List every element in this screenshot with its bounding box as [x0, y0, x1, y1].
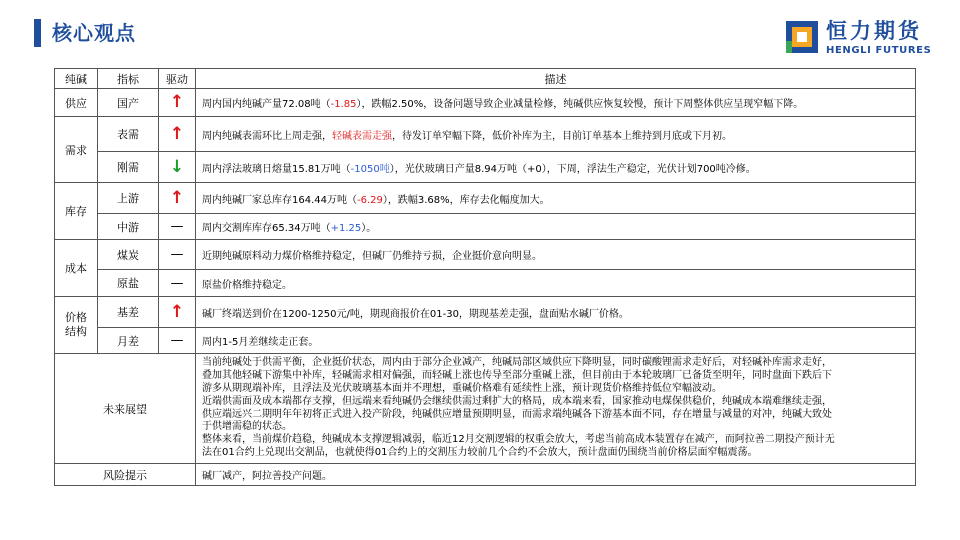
indicator-domestic: 国产	[98, 89, 159, 117]
arrow-down-icon: ↓	[169, 156, 185, 177]
indicator-coal: 煤炭	[98, 240, 159, 270]
description-cell: 周内国内纯碱产量72.08吨（-1.85），跌幅2.50%，设备问题导致企业减量检修，纯碱供应恢复较慢，预计下周整体供应呈现窄幅下降。	[196, 89, 916, 117]
indicator-basis: 基差	[98, 297, 159, 328]
logo-mark-icon	[786, 21, 818, 53]
table-row	[55, 240, 916, 270]
table-row	[55, 354, 916, 464]
outlook-text: 当前纯碱处于供需平衡，企业挺价状态，周内由于部分企业减产，纯碱局部区域供应下降明显，同时碳酸锂需求走好后，对轻碱补库需求走好， 叠加其他轻碱下游集中补库，轻碱需求相对偏强，而轻碱上涨也传导至部分重碱上涨，但目前由于本轮玻璃厂已备货至明年，同时盘面下跌后下 游多从期现端补库，且浮法及光伏玻璃基本面并不理想，重碱价格难有延续性上涨，预计现货价格维持低位窄幅波动。 近端供需面及成本端都存支撑，但远端来看纯碱仍会继续供需过剩扩大的格局，成本端来看，国家推动电煤保供稳价，纯碱成本端难继续走强， 供应端远兴二期明年年初将正式进入投产阶段，纯碱供应增量预期明显，而需求端纯碱各下游基本面不同，存在增量与减量的对冲，纯碱大致处 于供增需稳的状态。 整体来看，当前煤价趋稳，纯碱成本支撑逻辑减弱，临近12月交割逻辑的权重会放大，考虑当前高成本装置存在减产，而阿拉善二期投产预计无 法在01合约上兑现出交割品，也就使得01合约上的交割压力较前几个合约不会放大，预计盘面仍围绕当前价格层面窄幅震荡。	[196, 354, 916, 464]
change-value: -1050吨	[350, 163, 390, 175]
description-cell: 周内浮法玻璃日熔量15.81万吨（-1050吨），光伏玻璃日产量8.94万吨（+0），下周，浮法生产稳定，光伏计划700吨冷修。	[196, 152, 916, 183]
table-row	[55, 328, 916, 354]
title-accent-bar	[34, 19, 41, 47]
header-indicator: 指标	[98, 69, 159, 89]
dash-icon: —	[170, 275, 184, 291]
indicator-midstream: 中游	[98, 214, 159, 240]
header-description: 描述	[196, 69, 916, 89]
table-header-row	[55, 69, 916, 89]
arrow-up-icon: ↑	[169, 92, 185, 112]
header-driver: 驱动	[159, 69, 196, 89]
arrow-up-icon: ↑	[169, 301, 185, 322]
risk-description: 碱厂减产，阿拉善投产问题。	[196, 464, 916, 486]
logo-text-cn: 恒力期货	[826, 19, 922, 43]
category-price-structure: 价格结构	[55, 297, 98, 354]
driver-cell	[159, 89, 196, 117]
description-cell: 周内交割库库存65.34万吨（+1.25）。	[196, 214, 916, 240]
driver-cell	[159, 183, 196, 214]
driver-cell	[159, 270, 196, 297]
description-cell: 周内纯碱厂家总库存164.44万吨（-6.29），跌幅3.68%，库存去化幅度加大。	[196, 183, 916, 214]
table-row	[55, 270, 916, 297]
change-value: -6.29	[357, 194, 383, 206]
table-row	[55, 117, 916, 152]
table-row	[55, 214, 916, 240]
risk-label: 风险提示	[55, 464, 196, 486]
category-cost: 成本	[55, 240, 98, 297]
indicator-month-spread: 月差	[98, 328, 159, 354]
category-demand: 需求	[55, 117, 98, 183]
table-row	[55, 183, 916, 214]
driver-cell	[159, 117, 196, 152]
dash-icon: —	[170, 219, 184, 234]
indicator-upstream: 上游	[98, 183, 159, 214]
dash-icon: —	[170, 333, 184, 348]
change-value: -1.85	[330, 99, 357, 110]
company-logo	[786, 18, 936, 62]
driver-cell	[159, 240, 196, 270]
description-cell: 周内纯碱表需环比上周走强，轻碱表需走强，待发订单窄幅下降，低价补库为主，目前订单基本上维持到月底或下月初。	[196, 117, 916, 152]
table-row	[55, 152, 916, 183]
driver-cell	[159, 152, 196, 183]
dash-icon: —	[170, 247, 184, 262]
highlight-text: 轻碱表需走强	[332, 130, 392, 142]
table-row	[55, 89, 916, 117]
arrow-up-icon: ↑	[169, 187, 185, 208]
driver-cell	[159, 214, 196, 240]
category-supply: 供应	[55, 89, 98, 117]
indicator-rigid-demand: 刚需	[98, 152, 159, 183]
description-cell: 碱厂终端送到价在1200-1250元/吨，期现商报价在01-30，期现基差走强，盘面贴水碱厂价格。	[196, 297, 916, 328]
header-product: 纯碱	[55, 69, 98, 89]
indicator-salt: 原盐	[98, 270, 159, 297]
driver-cell	[159, 297, 196, 328]
indicator-apparent-demand: 表需	[98, 117, 159, 152]
description-cell: 周内1-5月差继续走正套。	[196, 328, 916, 354]
arrow-up-icon: ↑	[169, 123, 185, 144]
core-view-table	[54, 68, 916, 486]
category-inventory: 库存	[55, 183, 98, 240]
logo-text-en: HENGLI FUTURES	[826, 45, 932, 56]
table-row	[55, 464, 916, 486]
page-title: 核心观点	[52, 21, 136, 45]
table-row	[55, 297, 916, 328]
description-cell: 原盐价格维持稳定。	[196, 270, 916, 297]
driver-cell	[159, 328, 196, 354]
outlook-label: 未来展望	[55, 354, 196, 464]
description-cell: 近期纯碱原料动力煤价格维持稳定，但碱厂仍维持亏损，企业挺价意向明显。	[196, 240, 916, 270]
change-value: +1.25	[330, 223, 362, 234]
